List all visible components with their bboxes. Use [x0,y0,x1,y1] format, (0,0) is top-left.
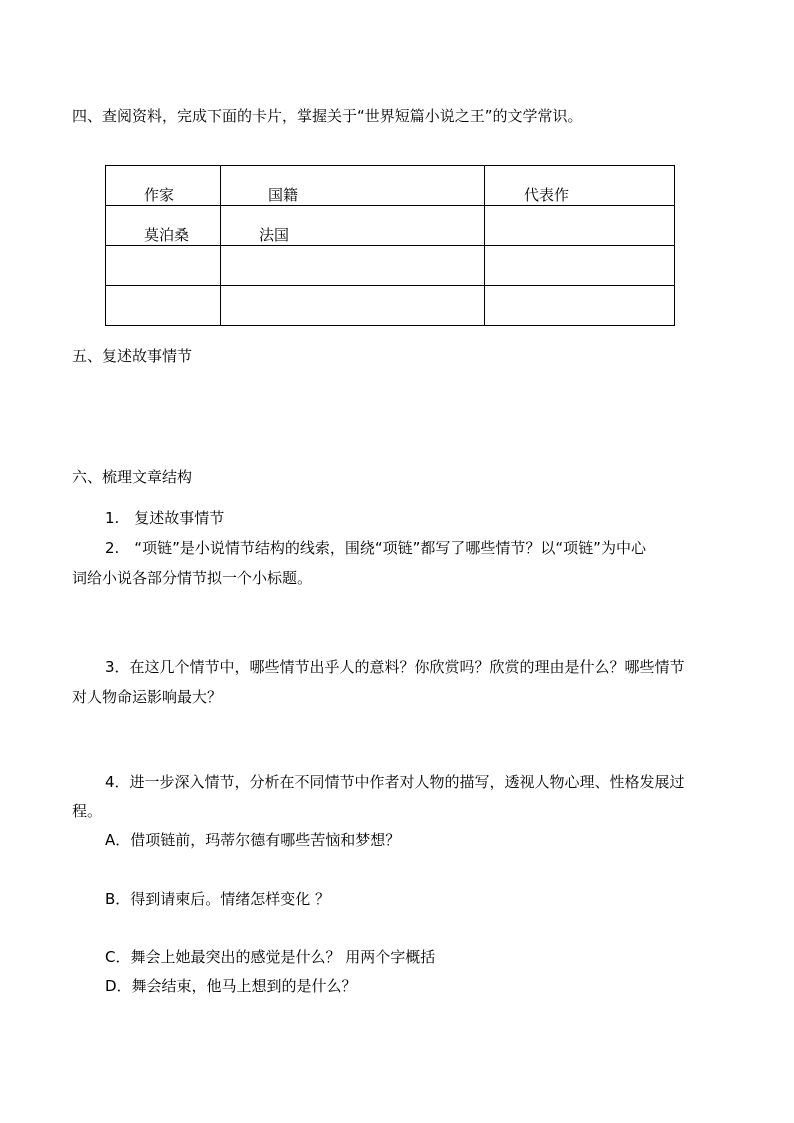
question-1: 1. 复述故事情节 [105,509,225,527]
table-cell-author [106,246,221,286]
table-cell-nationality [221,246,485,286]
section-5-heading: 五、复述故事情节 [72,347,193,365]
sub-question-d: D．舞会结束，他马上想到的是什么？ [105,977,357,995]
table-row [106,206,675,246]
question-4-line-2: 程。 [72,802,103,820]
table-cell-author [106,206,221,246]
table-header-works [485,166,675,206]
table-row [106,286,675,326]
question-4-line-1: 4．进一步深入情节，分析在不同情节中作者对人物的描写，透视人物心理、性格发展过 [105,773,685,791]
cell-nationality-value: 法国 [259,226,290,244]
sub-question-a: A．借项链前，玛蒂尔德有哪些苦恼和梦想？ [105,831,401,849]
section-6-heading: 六、梳理文章结构 [72,468,193,486]
question-2-line-1: 2. “项链”是小说情节结构的线索，围绕“项链”都写了哪些情节？以“项链”为中心 [105,539,646,557]
sub-question-c: C．舞会上她最突出的感觉是什么？ 用两个字概括 [105,948,436,966]
sub-question-b: B．得到请柬后。情绪怎样变化 ？ [105,890,331,908]
header-nationality-label: 国籍 [268,186,299,204]
table-cell-author [106,286,221,326]
cell-author-value: 莫泊桑 [144,226,190,244]
table-cell-works [485,206,675,246]
literature-card-table [105,165,675,326]
section-4-heading: 四、查阅资料，完成下面的卡片，掌握关于“世界短篇小说之王”的文学常识。 [72,107,583,125]
table-header-nationality [221,166,485,206]
header-author-label: 作家 [144,186,175,204]
header-works-label: 代表作 [524,186,570,204]
question-3-line-2: 对人物命运影响最大？ [72,688,223,706]
table-header-row [106,166,675,206]
table-cell-nationality [221,286,485,326]
table-cell-nationality [221,206,485,246]
table-cell-works [485,286,675,326]
question-2-line-2: 词给小说各部分情节拟一个小标题。 [72,569,313,587]
table-cell-works [485,246,675,286]
table-header-author [106,166,221,206]
table-row [106,246,675,286]
question-3-line-1: 3．在这几个情节中，哪些情节出乎人的意料？你欣赏吗？欣赏的理由是什么？哪些情节 [105,658,685,676]
